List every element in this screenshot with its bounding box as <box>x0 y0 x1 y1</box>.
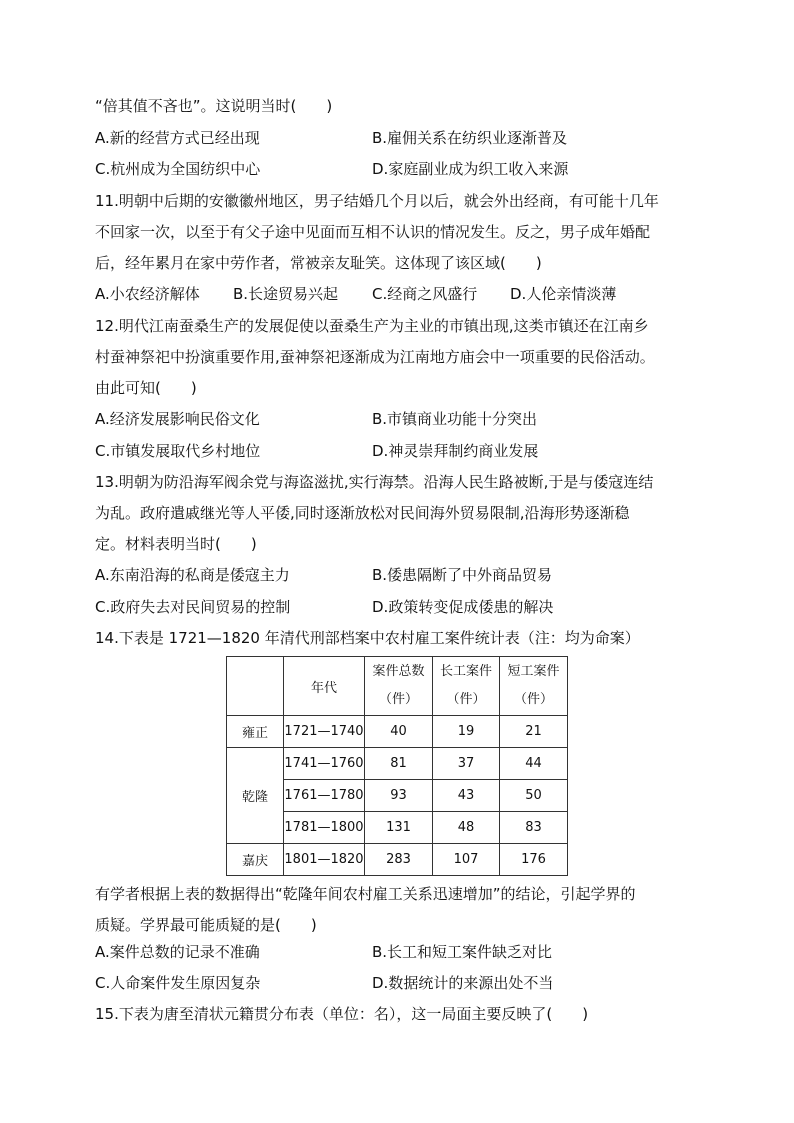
q13-stem-line-1: 13.明朝为防沿海军阀余党与海盗滋扰,实行海禁。沿海人民生路被断,于是与倭寇连结 <box>95 473 654 491</box>
q14-after-line-2: 质疑。学界最可能质疑的是( ) <box>95 916 317 934</box>
q12-stem-line-3: 由此可知( ) <box>95 379 197 397</box>
q14-intro: 14.下表是 1721—1820 年清代刑部档案中农村雇工案件统计表（注：均为命案） <box>95 629 640 647</box>
table-row: 嘉庆 1801—1820 283 107 176 <box>227 844 568 876</box>
header-total: 案件总数 （件） <box>365 657 433 716</box>
q12-option-a: A.经济发展影响民俗文化 <box>95 410 260 428</box>
q14-after-line-1: 有学者根据上表的数据得出“乾隆年间农村雇工关系迅速增加”的结论，引起学界的 <box>95 885 636 903</box>
q10-option-c: C.杭州成为全国纺织中心 <box>95 160 261 178</box>
table-row: 雍正 1721—1740 40 19 21 <box>227 716 568 748</box>
q11-option-b: B.长途贸易兴起 <box>233 285 339 303</box>
q14-option-a: A.案件总数的记录不准确 <box>95 943 260 961</box>
reign-yongzheng: 雍正 <box>227 716 284 748</box>
q13-stem-line-3: 定。材料表明当时( ) <box>95 535 257 553</box>
table-row: 乾隆 1741—1760 81 37 44 <box>227 748 568 780</box>
q11-option-c: C.经商之风盛行 <box>372 285 478 303</box>
table-corner-cell <box>227 657 284 716</box>
hire-case-table <box>226 656 568 876</box>
q10-option-d: D.家庭副业成为织工收入来源 <box>372 160 569 178</box>
q11-stem-line-2: 不回家一次，以至于有父子途中见面而互相不认识的情况发生。反之，男子成年婚配 <box>95 223 651 241</box>
q12-stem-line-1: 12.明代江南蚕桑生产的发展促使以蚕桑生产为主业的市镇出现,这类市镇还在江南乡 <box>95 317 649 335</box>
table-row: 1761—1780 93 43 50 <box>227 780 568 812</box>
q12-stem-line-2: 村蚕神祭祀中扮演重要作用,蚕神祭祀逐渐成为江南地方庙会中一项重要的民俗活动。 <box>95 348 655 366</box>
q15-stem: 15.下表为唐至清状元籍贯分布表（单位：名），这一局面主要反映了( ) <box>95 1005 589 1023</box>
header-short: 短工案件 （件） <box>500 657 568 716</box>
q11-option-d: D.人伦亲情淡薄 <box>510 285 617 303</box>
q14-option-c: C.人命案件发生原因复杂 <box>95 974 261 992</box>
q13-option-a: A.东南沿海的私商是倭寇主力 <box>95 566 290 584</box>
header-period: 年代 <box>284 657 365 716</box>
header-long: 长工案件 （件） <box>433 657 500 716</box>
q13-stem-line-2: 为乱。政府遣戚继光等人平倭,同时逐渐放松对民间海外贸易限制,沿海形势逐渐稳 <box>95 504 630 522</box>
q13-option-c: C.政府失去对民间贸易的控制 <box>95 598 291 616</box>
reign-jiaqing: 嘉庆 <box>227 844 284 876</box>
table-row: 1781—1800 131 48 83 <box>227 812 568 844</box>
q12-option-c: C.市镇发展取代乡村地位 <box>95 442 261 460</box>
q14-option-d: D.数据统计的来源出处不当 <box>372 974 554 992</box>
q10-option-a: A.新的经营方式已经出现 <box>95 129 260 147</box>
q10-option-b: B.雇佣关系在纺织业逐渐普及 <box>372 129 568 147</box>
q10-stem: “倍其值不吝也”。这说明当时( ) <box>95 97 333 115</box>
q13-option-b: B.倭患隔断了中外商品贸易 <box>372 566 553 584</box>
q12-option-d: D.神灵崇拜制约商业发展 <box>372 442 539 460</box>
q11-option-a: A.小农经济解体 <box>95 285 200 303</box>
q13-option-d: D.政策转变促成倭患的解决 <box>372 598 554 616</box>
q12-option-b: B.市镇商业功能十分突出 <box>372 410 538 428</box>
q11-stem-line-3: 后，经年累月在家中劳作者，常被亲友耻笑。这体现了该区域( ) <box>95 254 542 272</box>
q11-stem-line-1: 11.明朝中后期的安徽徽州地区，男子结婚几个月以后，就会外出经商，有可能十几年 <box>95 192 659 210</box>
q14-option-b: B.长工和短工案件缺乏对比 <box>372 943 553 961</box>
reign-qianlong: 乾隆 <box>227 748 284 844</box>
